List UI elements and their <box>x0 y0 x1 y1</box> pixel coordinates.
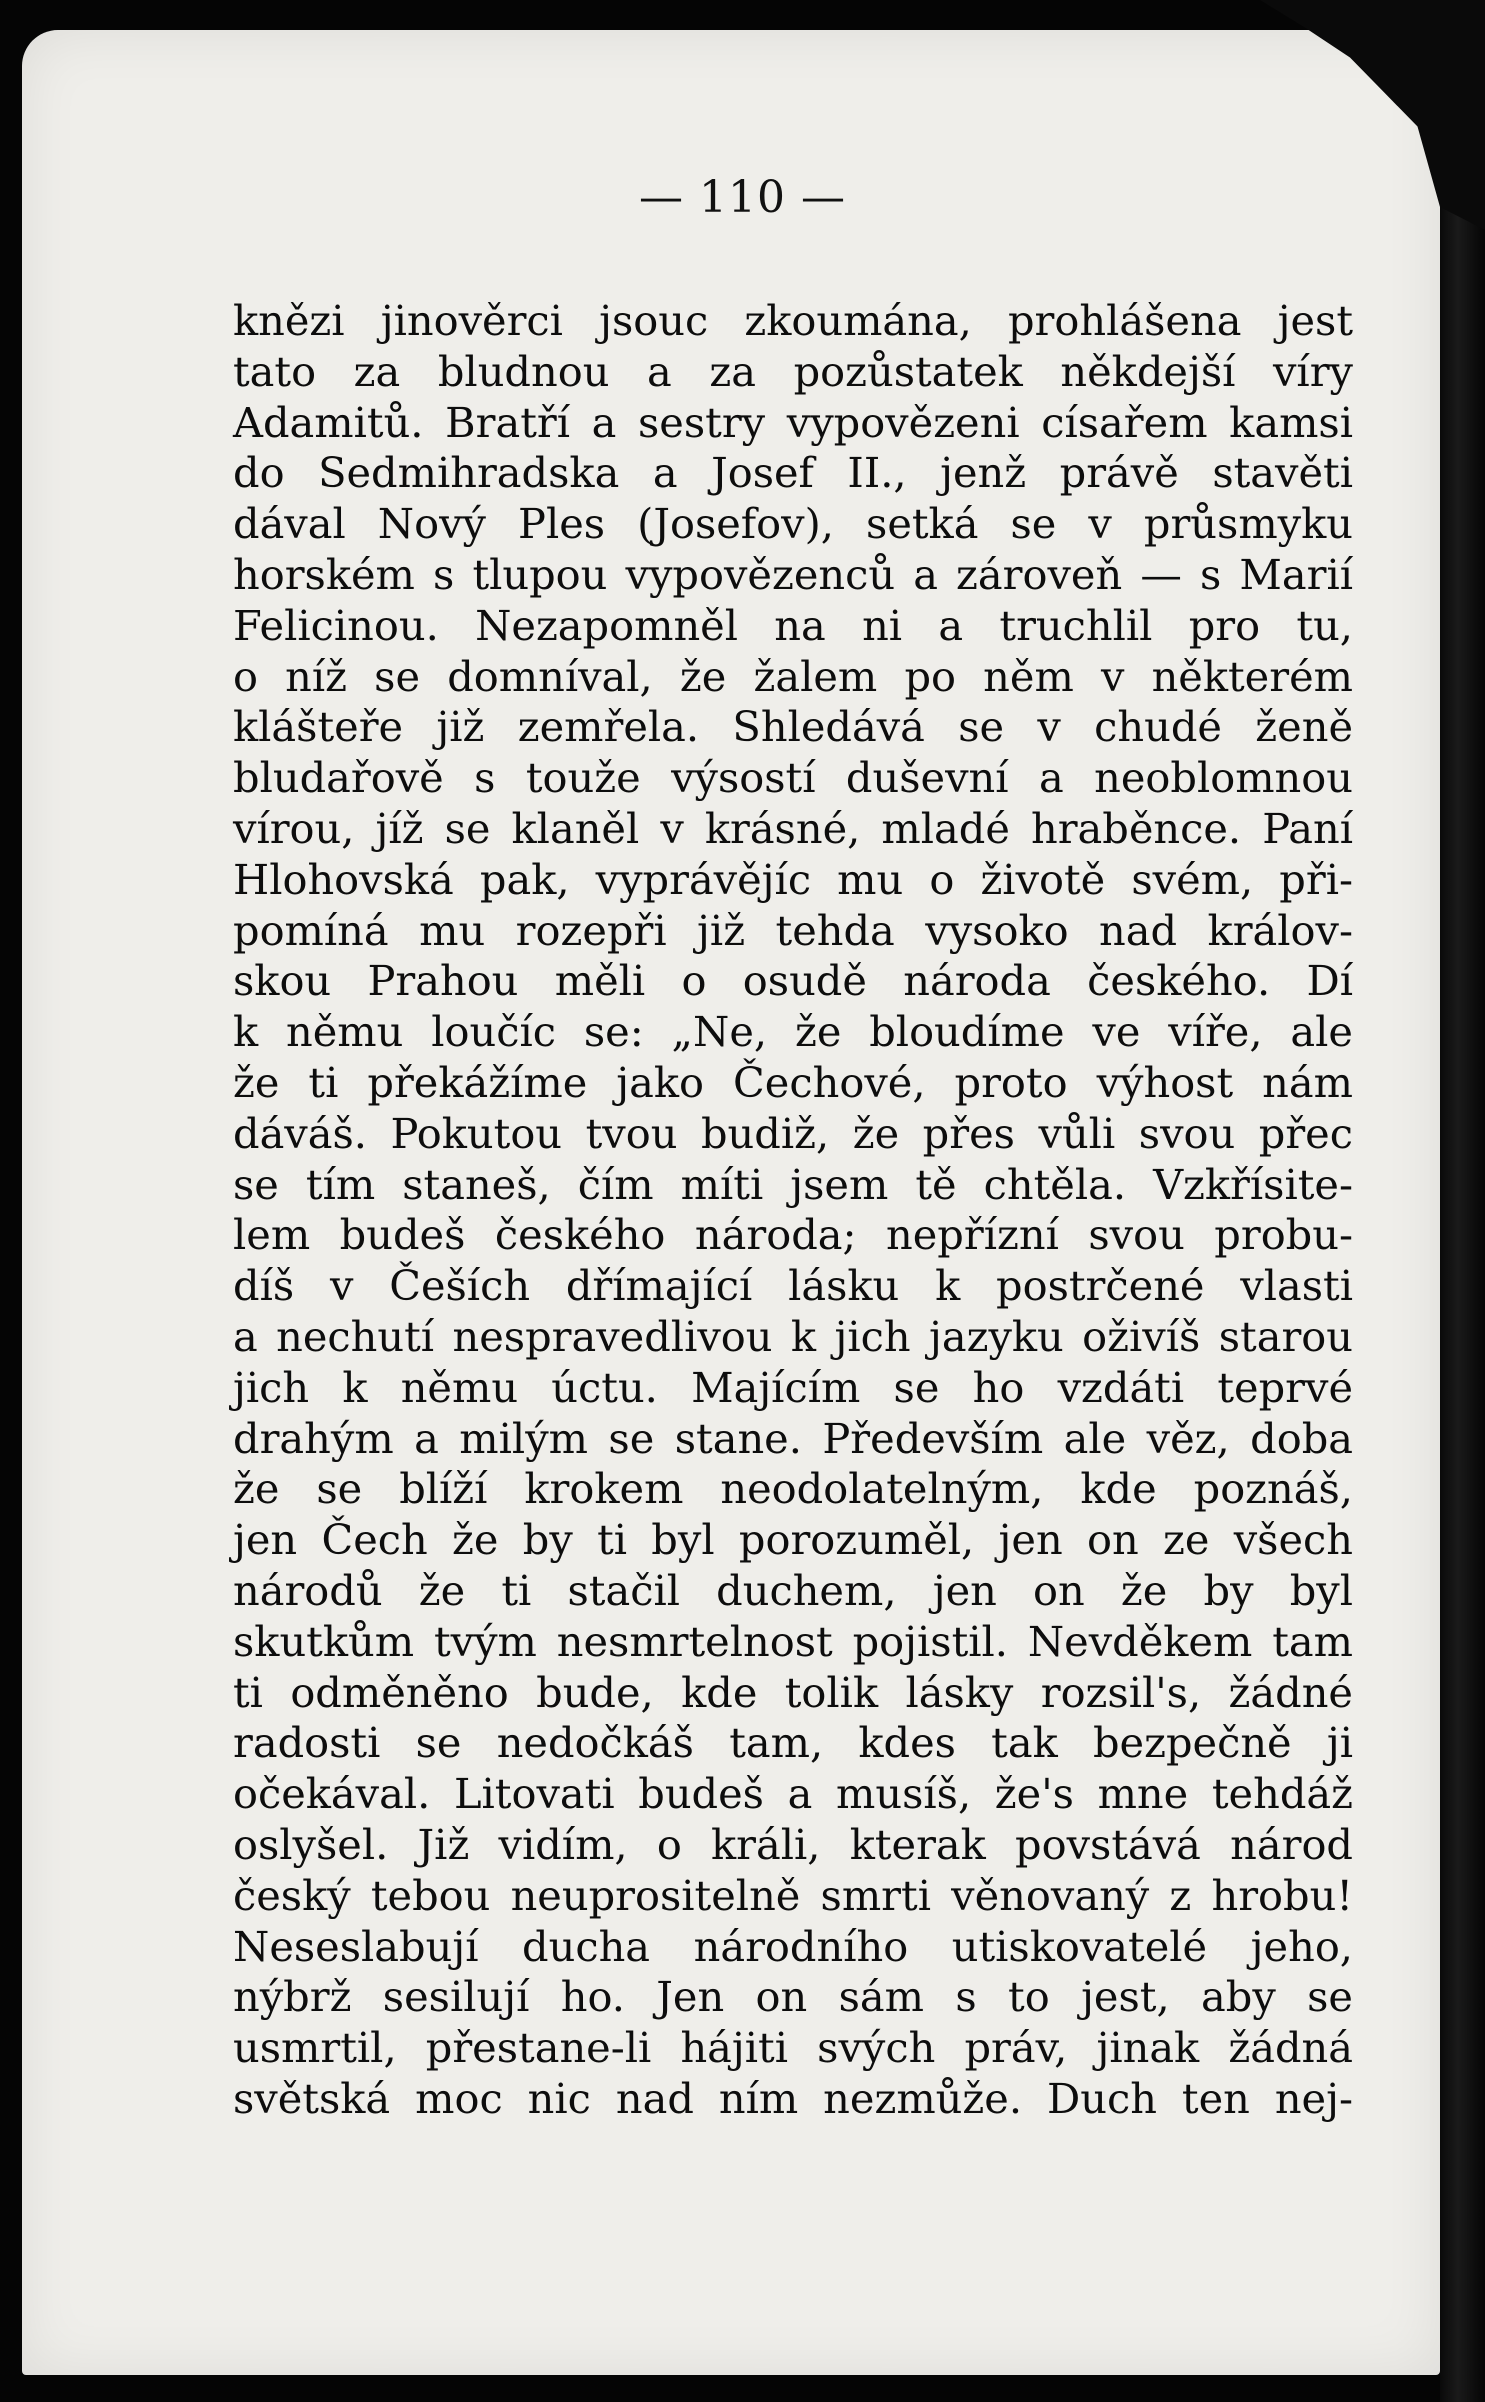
text-line: klášteře již zemřela. Shledává se v chudé ženě <box>233 702 1353 752</box>
text-line: bludařově s touže výsostí duševní a neoblomnou <box>233 753 1353 803</box>
text-line: oslyšel. Již vidím, o králi, kterak povstává národ <box>233 1819 1353 1869</box>
text-line: o níž se domníval, že žalem po něm v některém <box>233 651 1353 701</box>
text-line: knězi jinověrci jsouc zkoumána, prohlášena jest <box>233 296 1353 345</box>
body-text <box>233 296 1353 2125</box>
text-line: Neseslabují ducha národního utiskovatelé jeho, <box>233 1921 1353 1971</box>
text-line: jen Čech že by ti byl porozuměl, jen on ze všech <box>233 1515 1353 1565</box>
text-line: díš v Češích dřímající lásku k postrčené vlasti <box>233 1261 1353 1311</box>
text-line: skou Prahou měli o osudě národa českého. Dí <box>233 956 1353 1006</box>
text-line: jich k němu úctu. Majícím se ho vzdáti teprvé <box>233 1362 1353 1412</box>
text-line: a nechutí nespravedlivou k jich jazyku oživíš starou <box>233 1311 1353 1361</box>
text-line: dával Nový Ples (Josefov), setká se v průsmyku <box>233 499 1353 549</box>
page-edge-shadow <box>1440 0 1485 2402</box>
text-line: český tebou neuprositelně smrti věnovaný z hrobu! <box>233 1870 1353 1920</box>
text-line: vírou, jíž se klaněl v krásné, mladé hraběnce. Paní <box>233 803 1353 853</box>
text-line: drahým a milým se stane. Především ale věz, doba <box>233 1413 1353 1463</box>
text-line: Hlohovská pak, vyprávějíc mu o životě svém, při- <box>233 854 1353 904</box>
text-line: světská moc nic nad ním nezmůže. Duch ten nej- <box>233 2073 1353 2123</box>
text-line: tato za bludnou a za pozůstatek někdejší víry <box>233 346 1353 396</box>
text-line: že ti překážíme jako Čechové, proto výhost nám <box>233 1057 1353 1107</box>
text-line: horském s tlupou vypovězenců a zároveň — s Marií <box>233 549 1353 599</box>
text-line: Adamitů. Bratří a sestry vypovězeni císařem kamsi <box>233 397 1353 447</box>
text-line: ti odměněno bude, kde tolik lásky rozsil's, žádné <box>233 1667 1353 1717</box>
text-line: pomíná mu rozepři již tehda vysoko nad králov- <box>233 905 1353 955</box>
text-line: dáváš. Pokutou tvou budiž, že přes vůli svou přec <box>233 1108 1353 1158</box>
page-number: — 110 — <box>639 172 846 223</box>
text-line: Felicinou. Nezapomněl na ni a truchlil pro tu, <box>233 600 1353 650</box>
text-line: se tím staneš, čím míti jsem tě chtěla. Vzkřísite- <box>233 1159 1353 1209</box>
text-line: lem budeš českého národa; nepřízní svou probu- <box>233 1210 1353 1260</box>
text-line: očekával. Litovati budeš a musíš, že's mne tehdáž <box>233 1769 1353 1819</box>
text-line: skutkům tvým nesmrtelnost pojistil. Nevděkem tam <box>233 1616 1353 1666</box>
text-line: že se blíží krokem neodolatelným, kde poznáš, <box>233 1464 1353 1514</box>
text-line: do Sedmihradska a Josef II., jenž právě stavěti <box>233 448 1353 498</box>
text-line: k němu loučíc se: „Ne, že bloudíme ve víře, ale <box>233 1007 1353 1057</box>
text-line: nýbrž sesilují ho. Jen on sám s to jest, aby se <box>233 1972 1353 2022</box>
text-line: národů že ti stačil duchem, jen on že by byl <box>233 1565 1353 1615</box>
text-line: usmrtil, přestane-li hájiti svých práv, jinak žádná <box>233 2023 1353 2073</box>
text-line: radosti se nedočkáš tam, kdes tak bezpečně ji <box>233 1718 1353 1768</box>
